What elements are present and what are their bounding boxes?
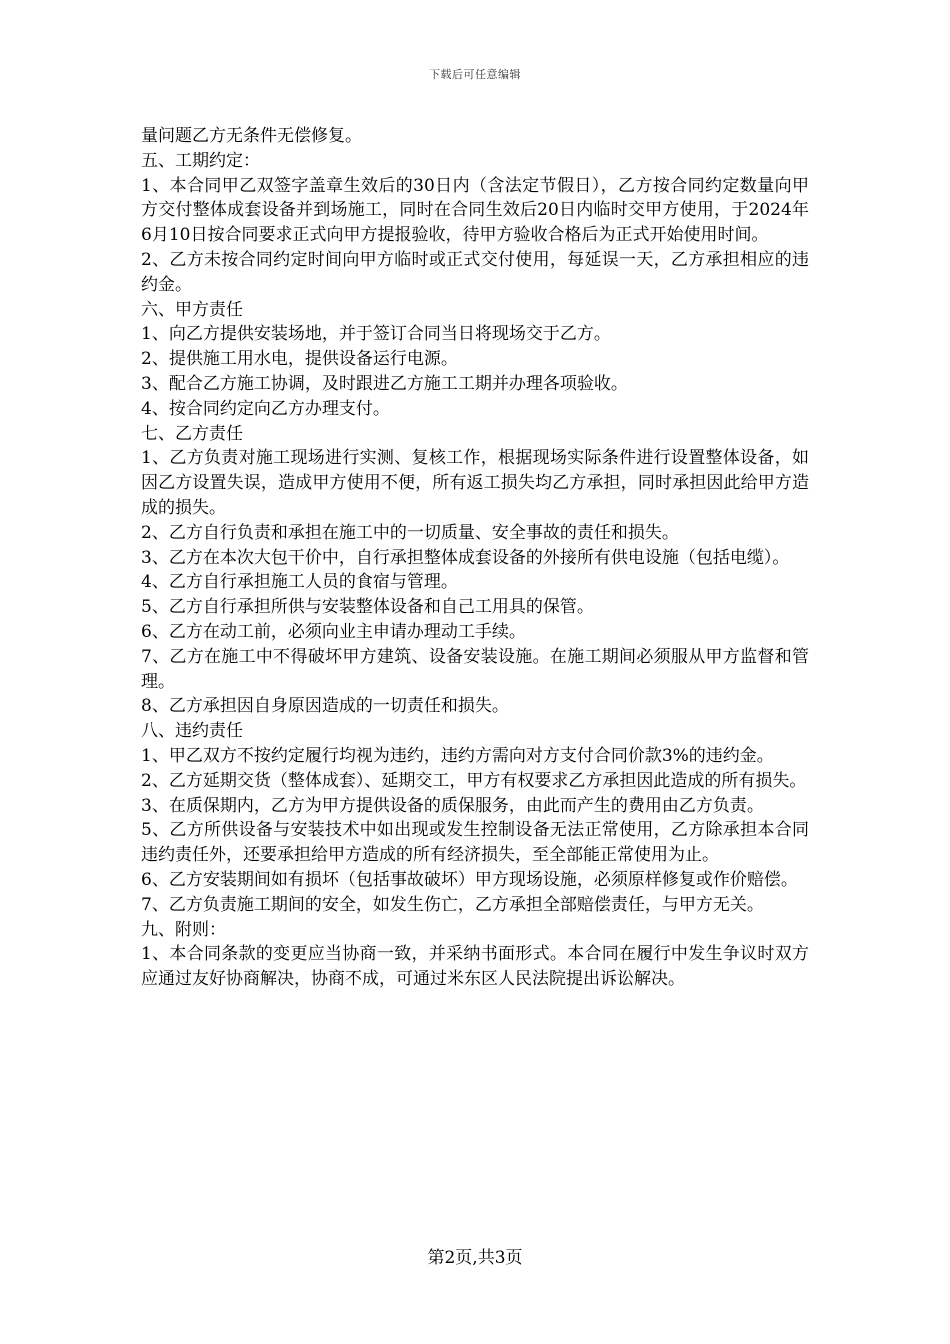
paragraph: 2、提供施工用水电，提供设备运行电源。 — [141, 349, 458, 370]
paragraph: 5、乙方所供设备与安装技术中如出现或发生控制设备无法正常使用，乙方除承担本合同违约责任外，还要承担给甲方造成的所有经济损失，至全部能正常使用为止。 — [141, 820, 809, 866]
page-number: 第2页,共3页 — [427, 1248, 523, 1268]
paragraph: 4、按合同约定向乙方办理支付。 — [141, 398, 390, 419]
section-heading: 九、附则： — [141, 919, 226, 940]
page-header: 下载后可任意编辑 — [429, 68, 521, 81]
paragraph: 3、乙方在本次大包干价中，自行承担整体成套设备的外接所有供电设施（包括电缆）。 — [141, 547, 790, 568]
paragraph: 量问题乙方无条件无偿修复。 — [141, 126, 362, 146]
paragraph: 2、乙方自行负责和承担在施工中的一切质量、安全事故的责任和损失。 — [141, 522, 679, 543]
paragraph: 3、配合乙方施工协调，及时跟进乙方施工工期并办理各项验收。 — [141, 373, 628, 394]
paragraph: 5、乙方自行承担所供与安装整体设备和自己工用具的保管。 — [141, 597, 594, 618]
paragraph: 6、乙方安装期间如有损坏（包括事故破坏）甲方现场设施，必须原样修复或作价赔偿。 — [141, 869, 798, 890]
paragraph: 8、乙方承担因自身原因造成的一切责任和损失。 — [141, 696, 509, 717]
paragraph: 7、乙方负责施工期间的安全，如发生伤亡，乙方承担全部赔偿责任，与甲方无关。 — [141, 894, 764, 915]
paragraph: 4、乙方自行承担施工人员的食宿与管理。 — [141, 572, 458, 593]
section-heading: 六、甲方责任 — [141, 299, 243, 320]
section-heading: 五、工期约定： — [141, 150, 260, 171]
document-body — [141, 124, 809, 992]
paragraph: 1、甲乙双方不按约定履行均视为违约，违约方需向对方支付合同价款3%的违约金。 — [141, 745, 774, 766]
paragraph: 6、乙方在动工前，必须向业主申请办理动工手续。 — [141, 621, 526, 642]
section-heading: 八、违约责任 — [141, 721, 243, 742]
paragraph: 3、在质保期内，乙方为甲方提供设备的质保服务，由此而产生的费用由乙方负责。 — [141, 795, 764, 816]
paragraph: 2、乙方延期交货（整体成套）、延期交工，甲方有权要求乙方承担因此造成的所有损失。 — [141, 770, 807, 791]
section-heading: 七、乙方责任 — [141, 423, 243, 444]
paragraph: 1、本合同条款的变更应当协商一致，并采纳书面形式。本合同在履行中发生争议时双方应通过友好协商解决，协商不成，可通过米东区人民法院提出诉讼解决。 — [141, 944, 809, 990]
paragraph: 7、乙方在施工中不得破坏甲方建筑、设备安装设施。在施工期间必须服从甲方监督和管理。 — [141, 646, 809, 692]
paragraph: 2、乙方未按合同约定时间向甲方临时或正式交付使用，每延误一天，乙方承担相应的违约金。 — [141, 249, 809, 295]
paragraph: 1、向乙方提供安装场地，并于签订合同当日将现场交于乙方。 — [141, 324, 611, 345]
paragraph: 1、本合同甲乙双签字盖章生效后的30日内（含法定节假日），乙方按合同约定数量向甲方交付整体成套设备并到场施工，同时在合同生效后20日内临时交甲方使用，于2024年6月10日按合同要求正式向甲方提报验收，待甲方验收合格后为正式开始使用时间。 — [141, 175, 809, 246]
paragraph: 1、乙方负责对施工现场进行实测、复核工作，根据现场实际条件进行设置整体设备，如因乙方设置失误，造成甲方使用不便，所有返工损失均乙方承担，同时承担因此给甲方造成的损失。 — [141, 448, 809, 518]
